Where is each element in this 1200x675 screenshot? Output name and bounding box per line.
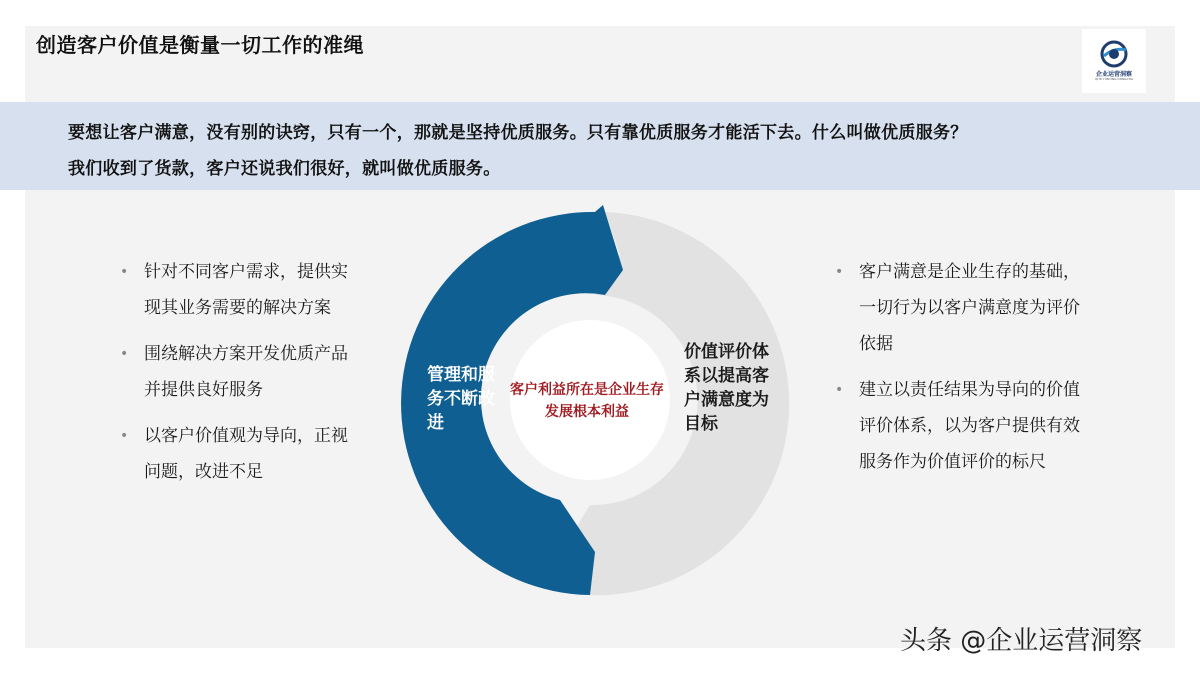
logo-name: 企业运营洞察 bbox=[1095, 71, 1132, 78]
globe-logo-icon bbox=[1099, 39, 1129, 69]
banner-line-1: 要想让客户满意，没有别的诀窍，只有一个，那就是坚持优质服务。只有靠优质服务才能活下去。什么叫做优质服务？ bbox=[68, 123, 968, 143]
quote-banner bbox=[0, 102, 1200, 190]
bullet-dot-icon: • bbox=[835, 382, 844, 398]
right-bullet-list bbox=[833, 254, 1093, 480]
bullet-dot-icon: • bbox=[835, 264, 844, 280]
cycle-right-label: 价值评价体系以提高客户满意度为目标 bbox=[684, 342, 769, 434]
watermark: 头条 @企业运营洞察 bbox=[900, 626, 1143, 656]
banner-line-2: 我们收到了货款，客户还说我们很好，就叫做优质服务。 bbox=[68, 159, 501, 179]
bullet-dot-icon: • bbox=[120, 428, 129, 444]
page-title: 创造客户价值是衡量一切工作的准绳 bbox=[36, 33, 364, 57]
bullet-dot-icon: • bbox=[120, 346, 129, 362]
cycle-left-label: 管理和服务不断改进 bbox=[427, 365, 495, 433]
list-item: • 以客户价值观为导向，正视问题，改进不足 bbox=[118, 418, 358, 490]
company-logo bbox=[1082, 29, 1146, 93]
logo-subtitle: QIYE YUNYING DONGCHA bbox=[1094, 77, 1134, 81]
list-item: • 围绕解决方案开发优质产品并提供良好服务 bbox=[118, 336, 358, 408]
bullet-dot-icon: • bbox=[120, 264, 129, 280]
list-item: • 客户满意是企业生存的基础，一切行为以客户满意度为评价依据 bbox=[833, 254, 1093, 362]
left-bullet-list bbox=[118, 254, 358, 490]
list-item: • 建立以责任结果为导向的价值评价体系，以为客户提供有效服务作为价值评价的标尺 bbox=[833, 372, 1093, 480]
cycle-center-text: 客户利益所在是企业生存发展根本利益 bbox=[510, 382, 664, 420]
list-item: • 针对不同客户需求，提供实现其业务需要的解决方案 bbox=[118, 254, 358, 326]
